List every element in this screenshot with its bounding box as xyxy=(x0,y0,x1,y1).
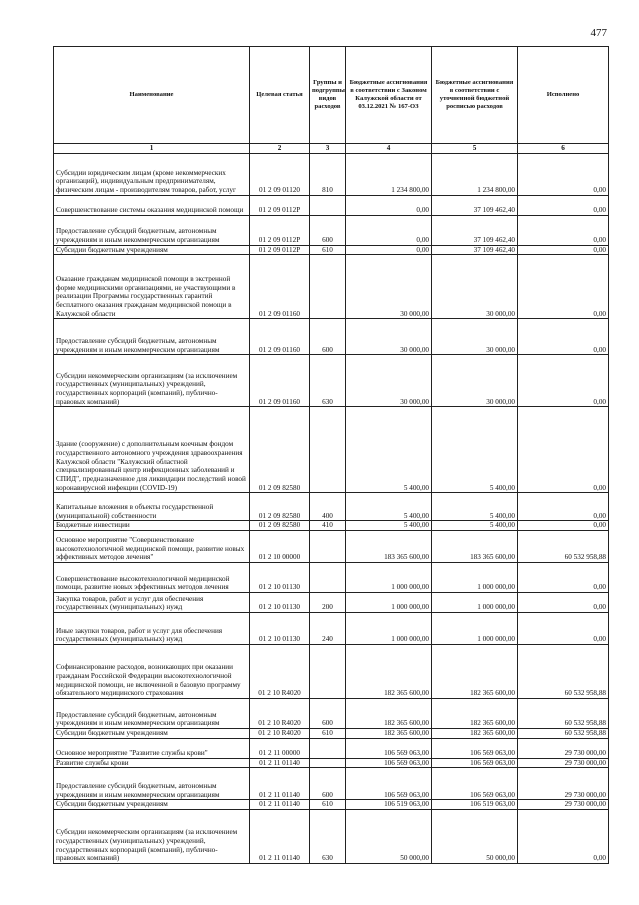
row-group-code: 600 xyxy=(310,215,346,245)
table-row xyxy=(54,195,609,215)
table-row xyxy=(54,215,609,245)
row-law-amount: 182 365 600,00 xyxy=(346,644,432,698)
row-executed-amount: 0,00 xyxy=(518,592,609,612)
table-row xyxy=(54,407,609,493)
row-schedule-amount: 182 365 600,00 xyxy=(432,728,518,738)
row-target-code: 01 2 11 01140 xyxy=(250,758,310,768)
row-law-amount: 106 519 063,00 xyxy=(346,800,432,810)
row-target-code: 01 2 09 01160 xyxy=(250,319,310,355)
row-schedule-amount: 37 109 462,40 xyxy=(432,195,518,215)
table-row xyxy=(54,809,609,863)
row-schedule-amount: 1 000 000,00 xyxy=(432,612,518,644)
row-name: Предоставление субсидий бюджетным, автономным учреждениям и иным некоммерческим организациям xyxy=(54,319,250,355)
row-schedule-amount: 30 000,00 xyxy=(432,319,518,355)
row-group-code xyxy=(310,562,346,592)
row-schedule-amount: 5 400,00 xyxy=(432,493,518,521)
row-law-amount: 182 365 600,00 xyxy=(346,698,432,728)
table-row xyxy=(54,644,609,698)
column-number: 5 xyxy=(432,144,518,154)
row-name: Развитие службы крови xyxy=(54,758,250,768)
row-law-amount: 0,00 xyxy=(346,245,432,255)
row-schedule-amount: 1 000 000,00 xyxy=(432,592,518,612)
table-row xyxy=(54,758,609,768)
header-law: Бюджетные ассигнования в соответствии с Законом Калужской области от 03.12.2021 № 167-ОЗ xyxy=(346,47,432,144)
column-number-row xyxy=(54,144,609,154)
row-schedule-amount: 1 000 000,00 xyxy=(432,562,518,592)
row-law-amount: 5 400,00 xyxy=(346,407,432,493)
row-executed-amount: 60 532 958,88 xyxy=(518,530,609,562)
header-group: Группы и подгруппы видов расходов xyxy=(310,47,346,144)
table-row xyxy=(54,493,609,521)
table-row xyxy=(54,728,609,738)
table-row xyxy=(54,153,609,195)
row-target-code: 01 2 09 0112P xyxy=(250,215,310,245)
row-name: Совершенствование высокотехнологичной медицинской помощи, развитие новых эффективных методов лечения xyxy=(54,562,250,592)
table-row xyxy=(54,800,609,810)
row-name: Основное мероприятие "Совершенствование высокотехнологичной медицинской помощи, развитие новых эффективных методов лечения" xyxy=(54,530,250,562)
row-schedule-amount: 37 109 462,40 xyxy=(432,245,518,255)
budget-table xyxy=(53,46,609,864)
row-executed-amount: 29 730 000,00 xyxy=(518,768,609,800)
row-group-code: 810 xyxy=(310,153,346,195)
row-name: Здание (сооружение) с дополнительным коечным фондом государственного автономного учреждения здравоохранения Калужской области "Калужский областной специализированный центр инфекционных заболеваний и СПИД", предназначенное для ликвидации последствий новой коронавирусной инфекции (COVID-19) xyxy=(54,407,250,493)
row-group-code: 610 xyxy=(310,800,346,810)
row-law-amount: 30 000,00 xyxy=(346,355,432,407)
row-target-code: 01 2 10 01130 xyxy=(250,592,310,612)
table-row xyxy=(54,612,609,644)
row-target-code: 01 2 09 82580 xyxy=(250,521,310,531)
row-name: Капитальные вложения в объекты государственной (муниципальной) собственности xyxy=(54,493,250,521)
row-name: Субсидии бюджетным учреждениям xyxy=(54,245,250,255)
row-law-amount: 0,00 xyxy=(346,195,432,215)
row-law-amount: 106 569 063,00 xyxy=(346,768,432,800)
row-target-code: 01 2 09 01120 xyxy=(250,153,310,195)
row-schedule-amount: 182 365 600,00 xyxy=(432,698,518,728)
row-law-amount: 183 365 600,00 xyxy=(346,530,432,562)
table-row xyxy=(54,738,609,758)
row-law-amount: 1 234 800,00 xyxy=(346,153,432,195)
table-row xyxy=(54,521,609,531)
row-law-amount: 50 000,00 xyxy=(346,809,432,863)
row-name: Иные закупки товаров, работ и услуг для обеспечения государственных (муниципальных) нужд xyxy=(54,612,250,644)
row-schedule-amount: 183 365 600,00 xyxy=(432,530,518,562)
row-name: Предоставление субсидий бюджетным, автономным учреждениям и иным некоммерческим организациям xyxy=(54,698,250,728)
row-law-amount: 5 400,00 xyxy=(346,521,432,531)
row-schedule-amount: 50 000,00 xyxy=(432,809,518,863)
row-group-code: 240 xyxy=(310,612,346,644)
row-executed-amount: 29 730 000,00 xyxy=(518,758,609,768)
table-body xyxy=(54,153,609,863)
row-executed-amount: 0,00 xyxy=(518,245,609,255)
table-header-row xyxy=(54,47,609,144)
row-executed-amount: 0,00 xyxy=(518,319,609,355)
row-group-code xyxy=(310,407,346,493)
row-name: Софинансирование расходов, возникающих при оказании гражданам Российской Федерации высокотехнологичной медицинской помощи, не включенной в базовую программу обязательного медицинского страхования xyxy=(54,644,250,698)
row-target-code: 01 2 11 00000 xyxy=(250,738,310,758)
row-schedule-amount: 5 400,00 xyxy=(432,407,518,493)
row-executed-amount: 29 730 000,00 xyxy=(518,738,609,758)
row-target-code: 01 2 10 R4020 xyxy=(250,698,310,728)
row-law-amount: 30 000,00 xyxy=(346,319,432,355)
row-target-code: 01 2 10 R4020 xyxy=(250,644,310,698)
row-executed-amount: 0,00 xyxy=(518,255,609,319)
row-target-code: 01 2 10 R4020 xyxy=(250,728,310,738)
row-law-amount: 1 000 000,00 xyxy=(346,562,432,592)
row-group-code xyxy=(310,255,346,319)
row-target-code: 01 2 09 01160 xyxy=(250,355,310,407)
row-target-code: 01 2 09 82580 xyxy=(250,407,310,493)
row-schedule-amount: 30 000,00 xyxy=(432,255,518,319)
column-number: 2 xyxy=(250,144,310,154)
row-group-code xyxy=(310,530,346,562)
row-target-code: 01 2 09 0112P xyxy=(250,195,310,215)
row-name: Закупка товаров, работ и услуг для обеспечения государственных (муниципальных) нужд xyxy=(54,592,250,612)
table-row xyxy=(54,768,609,800)
row-group-code: 610 xyxy=(310,245,346,255)
column-number: 4 xyxy=(346,144,432,154)
row-group-code: 410 xyxy=(310,521,346,531)
row-name: Субсидии бюджетным учреждениям xyxy=(54,800,250,810)
row-law-amount: 106 569 063,00 xyxy=(346,758,432,768)
row-name: Субсидии бюджетным учреждениям xyxy=(54,728,250,738)
row-schedule-amount: 1 234 800,00 xyxy=(432,153,518,195)
row-schedule-amount: 106 569 063,00 xyxy=(432,738,518,758)
row-name: Оказание гражданам медицинской помощи в экстренной форме медицинскими организациями, не участвующими в реализации Программы государственных гарантий бесплатного оказания гражданам медицинской помощи в Калужской области xyxy=(54,255,250,319)
table-row xyxy=(54,355,609,407)
row-schedule-amount: 106 569 063,00 xyxy=(432,758,518,768)
row-target-code: 01 2 09 01160 xyxy=(250,255,310,319)
table-row xyxy=(54,592,609,612)
row-group-code: 600 xyxy=(310,698,346,728)
row-schedule-amount: 37 109 462,40 xyxy=(432,215,518,245)
row-target-code: 01 2 11 01140 xyxy=(250,768,310,800)
row-target-code: 01 2 10 01130 xyxy=(250,612,310,644)
row-group-code xyxy=(310,738,346,758)
row-executed-amount: 0,00 xyxy=(518,521,609,531)
row-executed-amount: 60 532 958,88 xyxy=(518,728,609,738)
row-law-amount: 0,00 xyxy=(346,215,432,245)
row-target-code: 01 2 09 0112P xyxy=(250,245,310,255)
row-executed-amount: 0,00 xyxy=(518,407,609,493)
row-law-amount: 1 000 000,00 xyxy=(346,612,432,644)
row-executed-amount: 0,00 xyxy=(518,355,609,407)
row-group-code: 600 xyxy=(310,768,346,800)
row-group-code: 610 xyxy=(310,728,346,738)
row-name: Субсидии некоммерческим организациям (за исключением государственных (муниципальных) учреждений, государственных корпораций (компаний), публично-правовых компаний) xyxy=(54,355,250,407)
row-target-code: 01 2 09 82580 xyxy=(250,493,310,521)
row-name: Совершенствование системы оказания медицинской помощи xyxy=(54,195,250,215)
row-law-amount: 182 365 600,00 xyxy=(346,728,432,738)
row-name: Бюджетные инвестиции xyxy=(54,521,250,531)
row-target-code: 01 2 10 01130 xyxy=(250,562,310,592)
row-group-code: 630 xyxy=(310,809,346,863)
row-name: Предоставление субсидий бюджетным, автономным учреждениям и иным некоммерческим организациям xyxy=(54,215,250,245)
row-schedule-amount: 106 519 063,00 xyxy=(432,800,518,810)
column-number: 6 xyxy=(518,144,609,154)
row-target-code: 01 2 11 01140 xyxy=(250,809,310,863)
row-executed-amount: 0,00 xyxy=(518,612,609,644)
table-row xyxy=(54,319,609,355)
row-group-code: 600 xyxy=(310,319,346,355)
row-name: Субсидии некоммерческим организациям (за исключением государственных (муниципальных) учреждений, государственных корпораций (компаний), публично-правовых компаний) xyxy=(54,809,250,863)
row-schedule-amount: 106 569 063,00 xyxy=(432,768,518,800)
header-executed: Исполнено xyxy=(518,47,609,144)
row-executed-amount: 0,00 xyxy=(518,809,609,863)
page-number: 477 xyxy=(590,27,607,39)
header-schedule: Бюджетные ассигнования в соответствии с уточненной бюджетной росписью расходов xyxy=(432,47,518,144)
row-executed-amount: 60 532 958,88 xyxy=(518,644,609,698)
row-group-code xyxy=(310,758,346,768)
row-law-amount: 30 000,00 xyxy=(346,255,432,319)
row-executed-amount: 0,00 xyxy=(518,493,609,521)
row-executed-amount: 29 730 000,00 xyxy=(518,800,609,810)
column-number: 3 xyxy=(310,144,346,154)
row-law-amount: 1 000 000,00 xyxy=(346,592,432,612)
row-law-amount: 106 569 063,00 xyxy=(346,738,432,758)
row-executed-amount: 0,00 xyxy=(518,562,609,592)
row-schedule-amount: 30 000,00 xyxy=(432,355,518,407)
row-target-code: 01 2 11 01140 xyxy=(250,800,310,810)
row-group-code xyxy=(310,195,346,215)
row-schedule-amount: 5 400,00 xyxy=(432,521,518,531)
table-row xyxy=(54,245,609,255)
column-number: 1 xyxy=(54,144,250,154)
row-schedule-amount: 182 365 600,00 xyxy=(432,644,518,698)
row-group-code xyxy=(310,644,346,698)
table-row xyxy=(54,698,609,728)
table-row xyxy=(54,562,609,592)
row-name: Субсидии юридическим лицам (кроме некоммерческих организаций), индивидуальным предпринимателям, физическим лицам - производителям товаров, работ, услуг xyxy=(54,153,250,195)
row-group-code: 630 xyxy=(310,355,346,407)
row-executed-amount: 0,00 xyxy=(518,195,609,215)
row-executed-amount: 0,00 xyxy=(518,153,609,195)
table-row xyxy=(54,255,609,319)
row-name: Предоставление субсидий бюджетным, автономным учреждениям и иным некоммерческим организациям xyxy=(54,768,250,800)
header-target: Целевая статья xyxy=(250,47,310,144)
row-law-amount: 5 400,00 xyxy=(346,493,432,521)
row-name: Основное мероприятие "Развитие службы крови" xyxy=(54,738,250,758)
header-name: Наименование xyxy=(54,47,250,144)
row-executed-amount: 0,00 xyxy=(518,215,609,245)
row-target-code: 01 2 10 00000 xyxy=(250,530,310,562)
table-row xyxy=(54,530,609,562)
row-executed-amount: 60 532 958,88 xyxy=(518,698,609,728)
row-group-code: 400 xyxy=(310,493,346,521)
row-group-code: 200 xyxy=(310,592,346,612)
